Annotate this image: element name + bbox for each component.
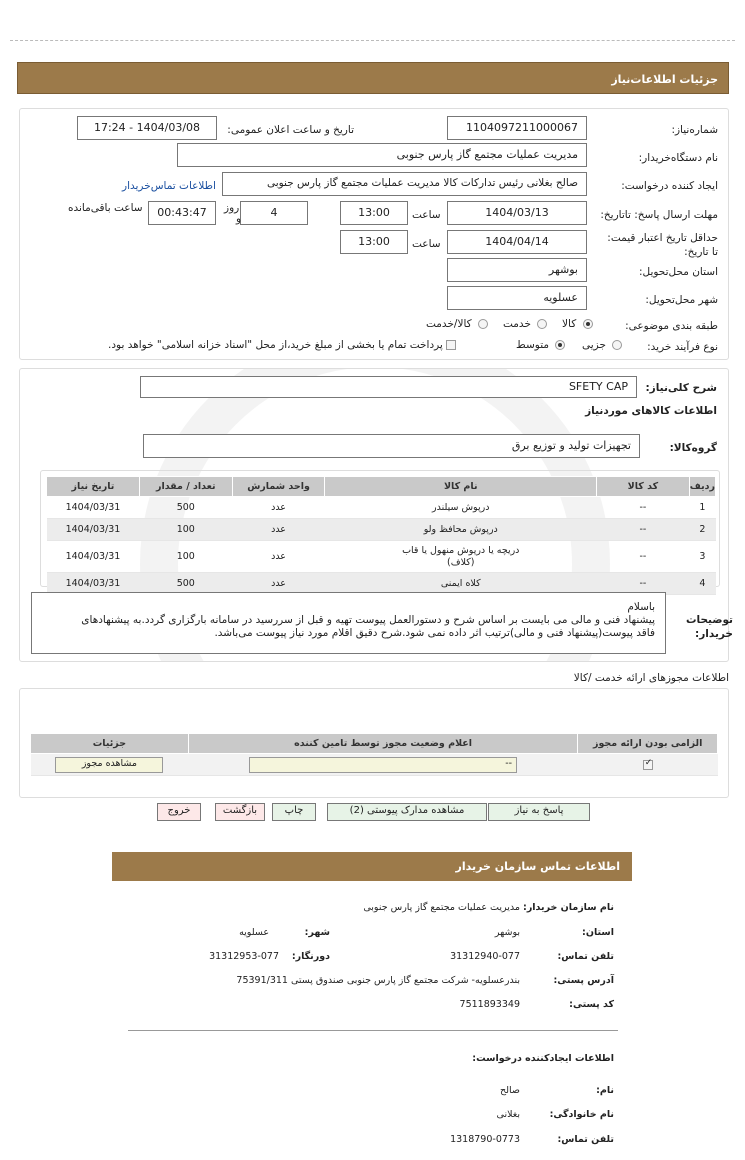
cell-status [188, 754, 578, 776]
creator-last-value: بغلانی [496, 1109, 520, 1120]
buyer-notes-box [31, 592, 666, 654]
col-required: الزامی بودن ارائه مجوز [578, 734, 718, 754]
category-both-text: کالا/خدمت [426, 318, 472, 330]
announce-label: تاریخ و ساعت اعلان عمومی: [227, 124, 354, 136]
cell-name: دریچه یا درپوش منهول یا قاب (کلاف) [325, 541, 597, 573]
col-qty: تعداد / مقدار [139, 477, 232, 497]
col-date: تاریخ نیاز [47, 477, 140, 497]
cell-qty: 500 [139, 573, 232, 595]
org-name-label: نام سازمان خریدار: [523, 902, 614, 913]
category-both-option[interactable] [426, 318, 488, 330]
col-name: نام کالا [325, 477, 597, 497]
group-label: گروه‌کالا: [669, 442, 717, 454]
and-label: و [236, 213, 242, 225]
creator-field: صالح بغلانی رئیس تدارکات کالا مدیریت عملیات مجتمع گاز پارس جنوبی [222, 172, 587, 196]
org-city-label: شهر: [304, 927, 330, 938]
col-row: ردیف [689, 477, 715, 497]
cell-date: 1404/03/31 [47, 541, 140, 573]
cell-row: 4 [689, 573, 715, 595]
org-fax-value: 31312953-077 [209, 951, 279, 962]
province-field: بوشهر [447, 258, 587, 282]
org-postal-value: 7511893349 [459, 999, 520, 1010]
creator-first-label: نام: [596, 1085, 614, 1096]
cell-code: -- [597, 519, 690, 541]
org-province-label: استان: [582, 927, 614, 938]
cell-date: 1404/03/31 [47, 519, 140, 541]
radio-icon [612, 340, 622, 350]
validity-time-label: ساعت [412, 238, 441, 250]
payment-option[interactable] [108, 339, 456, 351]
cell-qty: 100 [139, 541, 232, 573]
validity-time-field: 13:00 [340, 230, 408, 254]
creator-phone-label: تلفن تماس: [557, 1134, 614, 1145]
table-row [31, 754, 718, 776]
license-table-header [31, 734, 718, 754]
checkbox-icon [446, 340, 456, 350]
validity-label: حداقل تاریخ اعتبار قیمت: تا تاریخ: [607, 232, 718, 258]
org-section-title: اطلاعات تماس سازمان خریدار [455, 860, 620, 873]
back-button[interactable]: بازگشت [215, 803, 265, 821]
category-goods-text: کالا [562, 318, 577, 330]
days-label: روز [224, 202, 240, 214]
goods-table [46, 476, 716, 595]
cell-name: درپوش محافظ ولو [325, 519, 597, 541]
cell-qty: 500 [139, 497, 232, 519]
col-details: جزئیات [31, 734, 189, 754]
org-section-header [112, 852, 632, 881]
cell-name: کلاه ایمنی [325, 573, 597, 595]
org-postal-label: کد پستی: [569, 999, 614, 1010]
buyer-notes-label: توضیحات خریدار: [685, 614, 733, 640]
checkbox-checked-icon[interactable]: ✓ [644, 757, 653, 768]
deadline-label: مهلت ارسال پاسخ: تاتاریخ: [600, 209, 718, 221]
org-phone-value: 31312940-077 [450, 951, 520, 962]
announce-field: 1404/03/08 - 17:24 [77, 116, 217, 140]
category-label: طبقه بندی موضوعی: [625, 320, 718, 332]
org-divider [128, 1030, 618, 1031]
print-button[interactable]: چاپ [272, 803, 316, 821]
process-medium-option[interactable] [516, 339, 565, 351]
creator-label: ایجاد کننده درخواست: [621, 180, 718, 192]
org-fax-label: دورنگار: [291, 951, 330, 962]
cell-row: 2 [689, 519, 715, 541]
process-minor-option[interactable] [582, 339, 622, 351]
attachments-button[interactable]: مشاهده مدارک پیوستی (2) [327, 803, 487, 821]
remaining-time-field: 00:43:47 [148, 201, 216, 225]
org-address-value: بندرعسلویه- شرکت مجتمع گاز پارس جنوبی صندوق پستی 75391/311 [236, 975, 520, 986]
org-phone-label: تلفن تماس: [557, 951, 614, 962]
process-medium-text: متوسط [516, 339, 549, 351]
cell-unit: عدد [232, 541, 325, 573]
radio-selected-icon [583, 319, 593, 329]
notes-line1: باسلام [627, 601, 655, 613]
license-status-field: -- [249, 757, 517, 773]
cell-code: -- [597, 541, 690, 573]
org-province-value: بوشهر [494, 927, 520, 938]
exit-button[interactable]: خروج [157, 803, 201, 821]
province-label: استان محل‌تحویل: [638, 266, 718, 278]
process-minor-text: جزیی [582, 339, 606, 351]
process-label: نوع فرآیند خرید: [647, 341, 718, 353]
notes-line3: فاقد پیوست(پیشنهاد فنی و مالی)ترتیب اثر داده نمی شود.شرح دقیق اقلام مورد نیاز پیوست می‌باشد. [214, 627, 655, 639]
payment-note-text: پرداخت تمام یا بخشی از مبلغ خرید،از محل "اسناد خزانه اسلامی" خواهد بود. [108, 339, 443, 351]
table-row [47, 519, 716, 541]
buyer-contact-link[interactable]: اطلاعات تماس‌خریدار [122, 180, 216, 192]
validity-date-field: 1404/04/14 [447, 230, 587, 254]
cell-date: 1404/03/31 [47, 497, 140, 519]
org-name-value: مدیریت عملیات مجتمع گاز پارس جنوبی [363, 902, 520, 913]
creator-last-label: نام خانوادگی: [549, 1109, 614, 1120]
category-service-option[interactable] [503, 318, 547, 330]
table-row [47, 497, 716, 519]
cell-row: 3 [689, 541, 715, 573]
cell-unit: عدد [232, 497, 325, 519]
cell-code: -- [597, 497, 690, 519]
col-code: کد کالا [597, 477, 690, 497]
radio-selected-icon [555, 340, 565, 350]
city-field: عسلویه [447, 286, 587, 310]
city-label: شهر محل‌تحویل: [645, 294, 718, 306]
cell-code: -- [597, 573, 690, 595]
license-title: اطلاعات مجوزهای ارائه خدمت /کالا [573, 672, 729, 684]
cell-row: 1 [689, 497, 715, 519]
table-row [47, 541, 716, 573]
reply-button[interactable]: پاسخ به نیاز [488, 803, 590, 821]
creator-section-title: اطلاعات ایجادکننده درخواست: [472, 1053, 614, 1064]
org-city-value: عسلویه [239, 927, 269, 938]
creator-first-value: صالح [500, 1085, 520, 1096]
cell-qty: 100 [139, 519, 232, 541]
need-number-field: 1104097211000067 [447, 116, 587, 140]
summary-label: شرح کلی‌نیاز: [645, 382, 717, 394]
radio-icon [478, 319, 488, 329]
cell-name: درپوش سیلندر [325, 497, 597, 519]
summary-field: SFETY CAP [140, 376, 637, 398]
cell-details [31, 754, 189, 776]
goods-table-header [47, 477, 716, 497]
notes-line2: پیشنهاد فنی و مالی می بایست بر اساس شرح و دستورالعمل پیوست تهیه و قبل از سررسید در سامانه بارگزاری گردد.به پیشنهادهای [81, 614, 655, 626]
buyer-label: نام دستگاه‌خریدار: [638, 152, 718, 164]
page-header [17, 62, 729, 94]
goods-info-title: اطلاعات کالاهای موردنیاز [585, 405, 717, 417]
deadline-time-label: ساعت [412, 209, 441, 221]
cell-date: 1404/03/31 [47, 573, 140, 595]
page-title: جزئیات اطلاعات‌نیاز [611, 73, 718, 86]
cell-unit: عدد [232, 519, 325, 541]
category-service-text: خدمت [503, 318, 531, 330]
org-address-label: آدرس پستی: [553, 975, 614, 986]
days-field: 4 [240, 201, 308, 225]
deadline-time-field: 13:00 [340, 201, 408, 225]
cell-required [578, 754, 718, 776]
group-field: تجهیزات تولید و توزیع برق [143, 434, 640, 458]
radio-icon [537, 319, 547, 329]
creator-phone-value: 1318790-0773 [450, 1134, 520, 1145]
col-status: اعلام وضعیت مجوز توسط تامین کننده [188, 734, 578, 754]
need-number-label: شماره‌نیاز: [671, 124, 718, 136]
col-unit: واحد شمارش [232, 477, 325, 497]
top-divider [10, 40, 735, 41]
license-table [30, 733, 718, 776]
cell-unit: عدد [232, 573, 325, 595]
remaining-label: ساعت باقی‌مانده [68, 202, 143, 214]
category-goods-option[interactable] [562, 318, 593, 330]
view-license-button[interactable]: مشاهده مجوز [55, 757, 163, 773]
buyer-field: مدیریت عملیات مجتمع گاز پارس جنوبی [177, 143, 587, 167]
deadline-date-field: 1404/03/13 [447, 201, 587, 225]
